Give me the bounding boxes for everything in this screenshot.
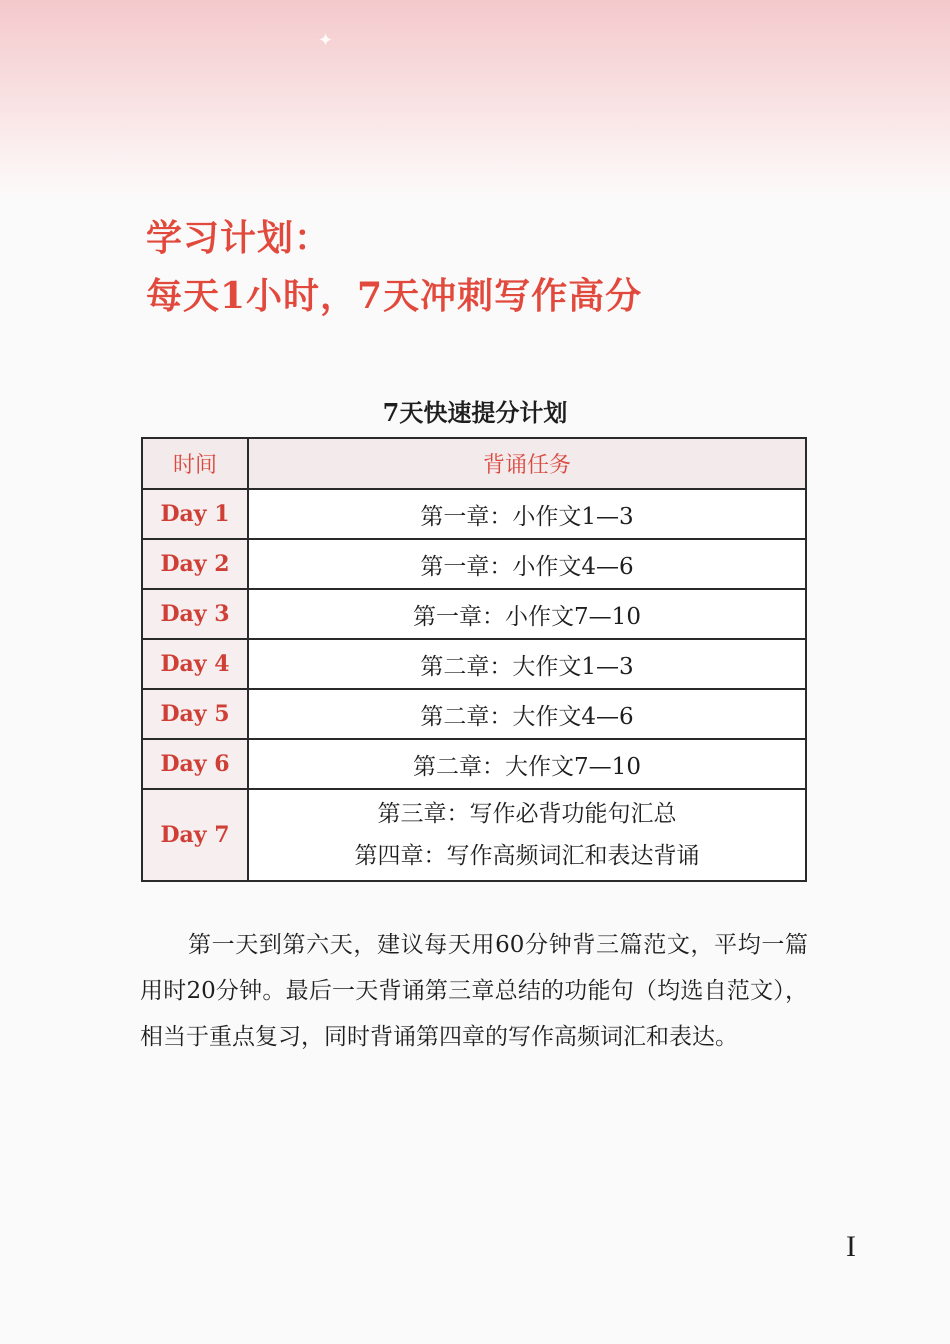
day-cell: Day 6 [142,739,248,789]
day-cell: Day 7 [142,789,248,881]
table-row [142,689,806,739]
sparkle-icon: ✦ [318,30,334,51]
heading-line-2: 每天1小时，7天冲刺写作高分 [146,275,643,317]
top-decorative-band [0,0,950,200]
header-time: 时间 [142,438,248,489]
page-number: I [846,1230,856,1263]
day-cell: Day 4 [142,639,248,689]
task-cell-multiline [248,789,806,881]
task-cell: 第一章：小作文1—3 [248,489,806,539]
day-cell: Day 1 [142,489,248,539]
heading-line-1: 学习计划： [146,217,332,259]
plan-table [141,437,807,882]
header-task: 背诵任务 [248,438,806,489]
task-line-2: 第四章：写作高频词汇和表达背诵 [354,843,700,869]
task-cell: 第二章：大作文4—6 [248,689,806,739]
day-cell: Day 2 [142,539,248,589]
explanation-paragraph: 第一天到第六天，建议每天用60分钟背三篇范文，平均一篇用时20分钟。最后一天背诵第三章总结的功能句（均选自范文），相当于重点复习，同时背诵第四章的写作高频词汇和表达。 [140,932,808,1050]
table-title: 7天快速提分计划 [382,398,568,427]
table-row [142,489,806,539]
table-row [142,639,806,689]
table-row [142,789,806,881]
task-cell: 第二章：大作文1—3 [248,639,806,689]
day-cell: Day 5 [142,689,248,739]
task-cell: 第二章：大作文7—10 [248,739,806,789]
day-cell: Day 3 [142,589,248,639]
table-header-row [142,438,806,489]
table-row [142,539,806,589]
task-line-1: 第三章：写作必背功能句汇总 [377,801,677,827]
table-row [142,589,806,639]
task-cell: 第一章：小作文7—10 [248,589,806,639]
task-cell: 第一章：小作文4—6 [248,539,806,589]
table-row [142,739,806,789]
